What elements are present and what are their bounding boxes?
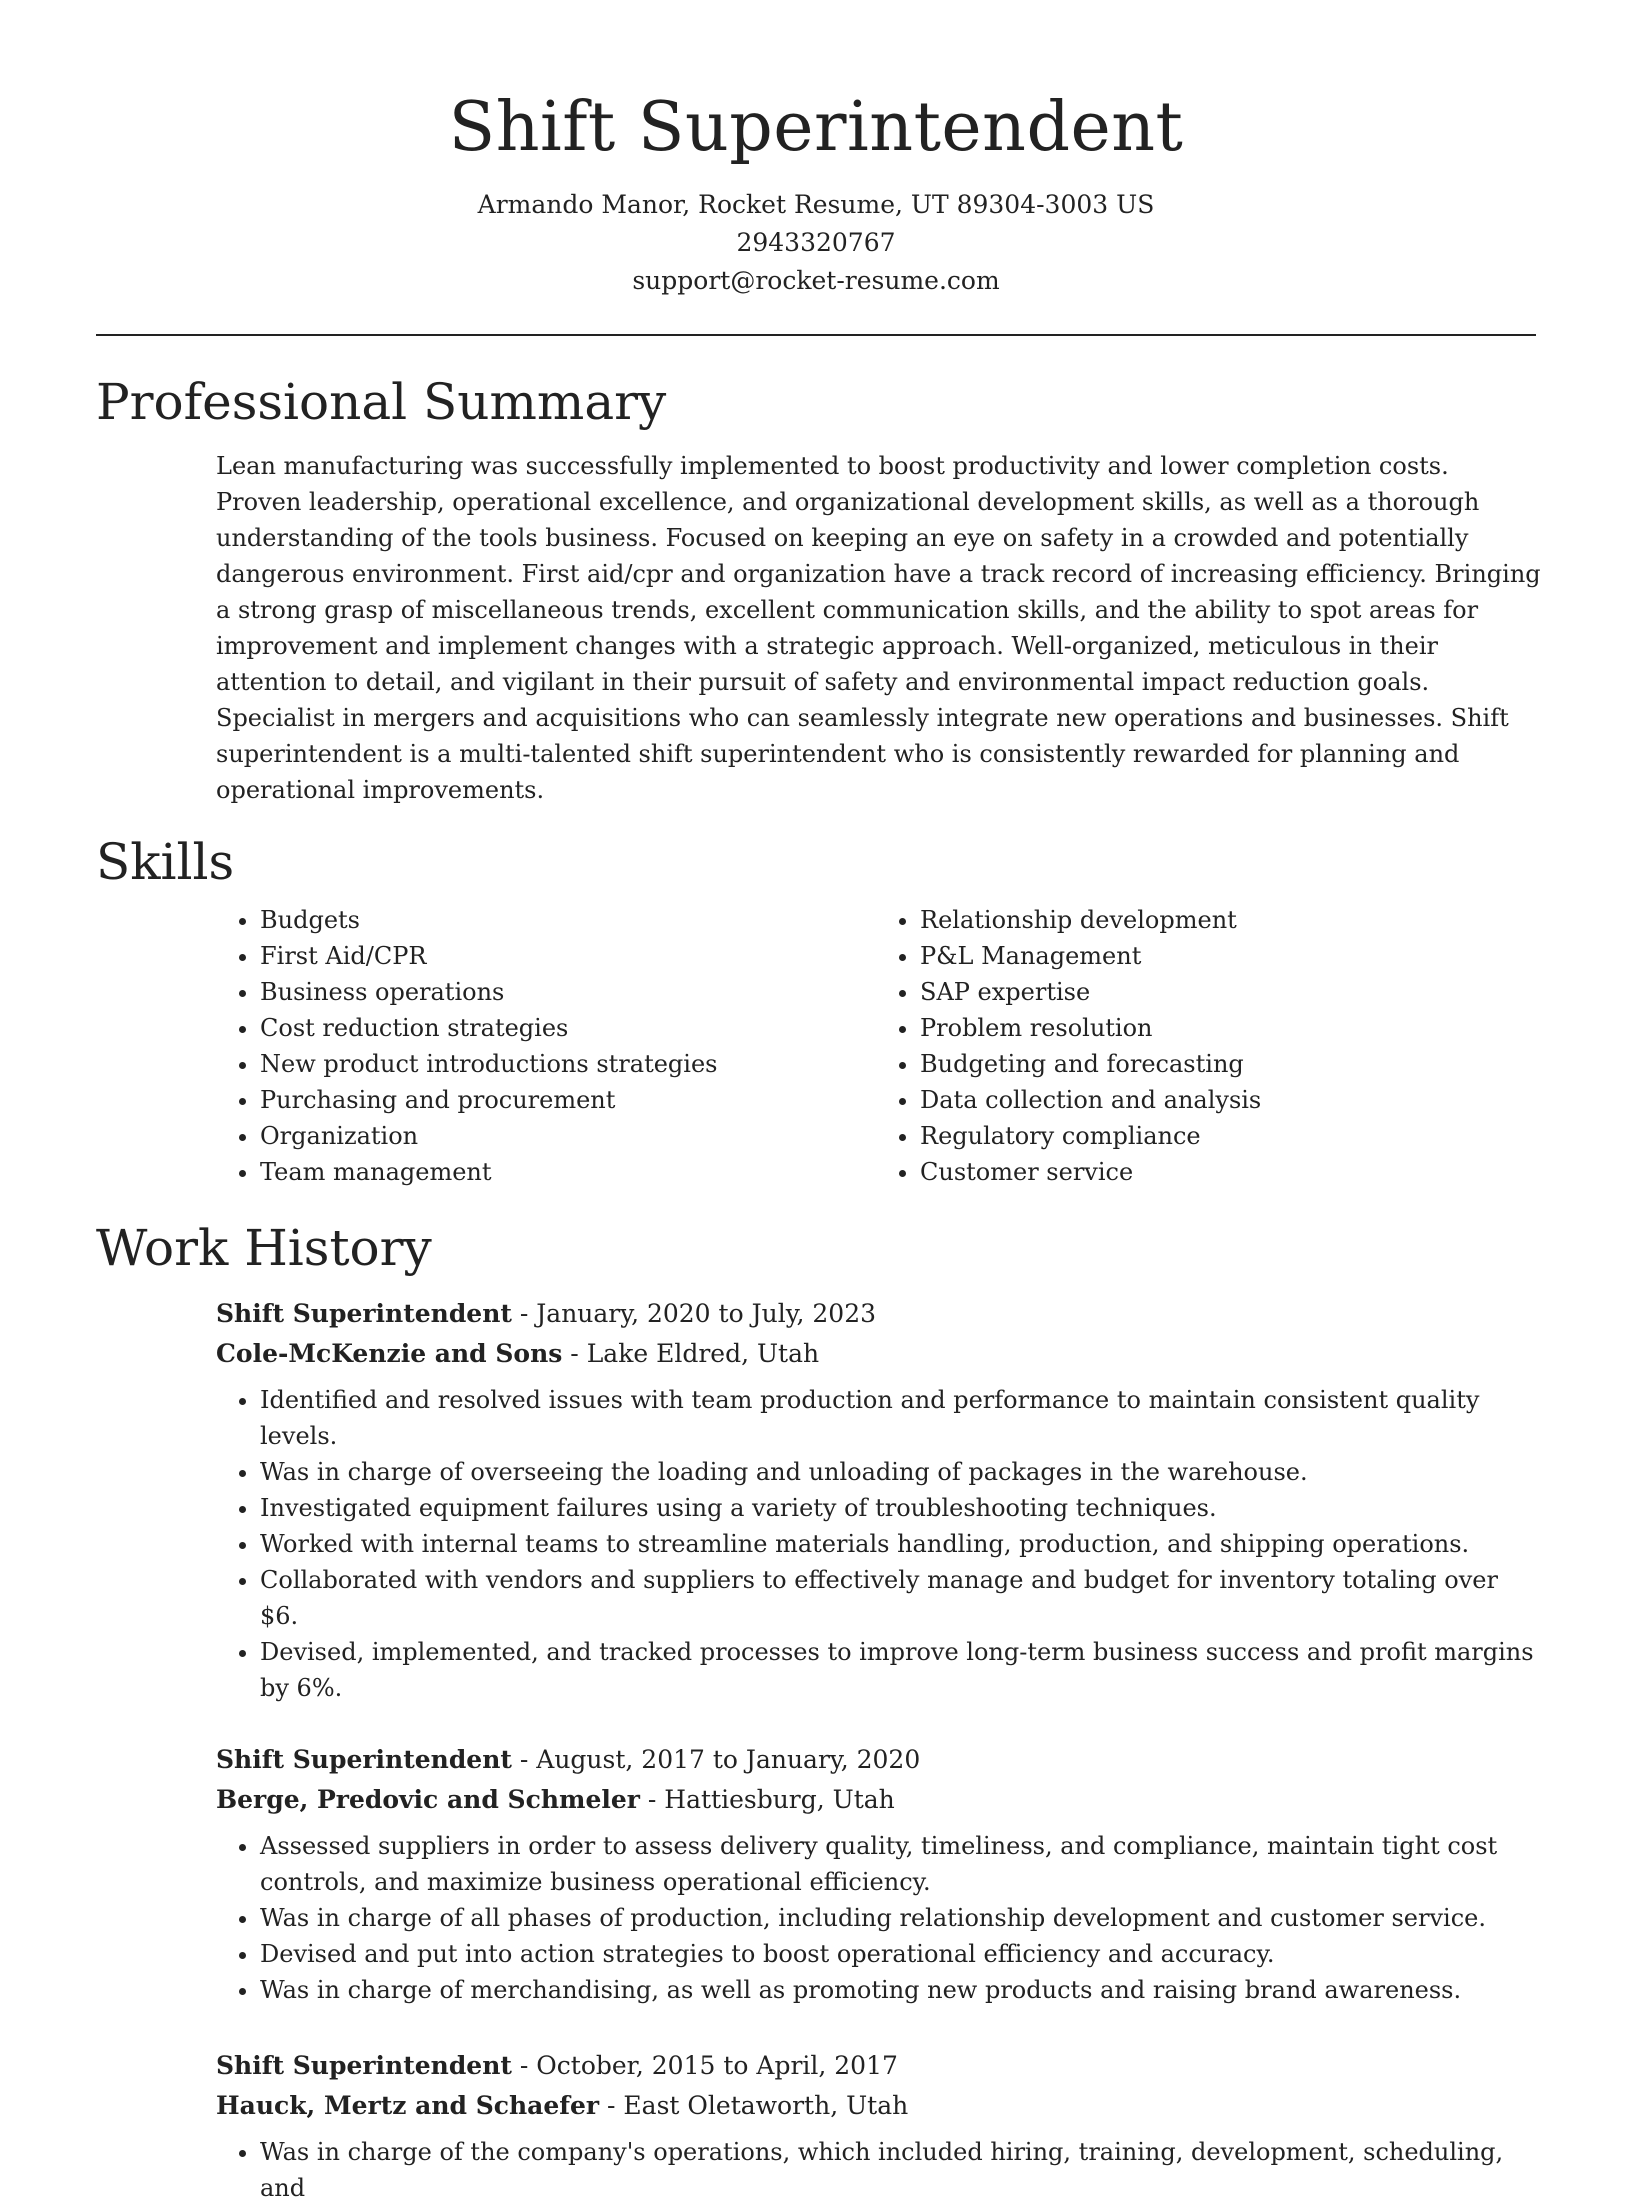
job-title-line — [216, 1740, 1541, 1780]
job-bullet: • Investigated equipment failures using a variety of troubleshooting techniques. — [260, 1490, 1541, 1526]
job-dates: - August, 2017 to January, 2020 — [511, 1745, 921, 1774]
skill-item: • Budgeting and forecasting — [920, 1046, 1536, 1082]
job-bullet: • Worked with internal teams to streamline materials handling, production, and shipping operations. — [260, 1526, 1541, 1562]
skill-item: • Purchasing and procurement — [260, 1082, 876, 1118]
skill-item: • P&L Management — [920, 938, 1536, 974]
job-bullet: • Was in charge of all phases of production, including relationship development and customer service. — [260, 1900, 1541, 1936]
contact-email: support@rocket-resume.com — [632, 266, 1000, 295]
skill-item: • Budgets — [260, 902, 876, 938]
skill-item: • Business operations — [260, 974, 876, 1010]
contact-address: Armando Manor, Rocket Resume, UT 89304-3003 US — [477, 190, 1155, 219]
skills-columns — [216, 902, 1536, 1190]
skills-section — [96, 830, 1536, 1190]
contact-phone: 2943320767 — [736, 228, 896, 257]
skills-list-left — [216, 902, 876, 1190]
summary-text: Lean manufacturing was successfully implemented to boost productivity and lower completion costs. Proven leadership, operational excellence, and organizational development skills, as well as a thorough understanding of the tools business. Focused on keeping an eye on safety in a crowded and potentially dangerous environment. First aid/cpr and organization have a track record of increasing efficiency. Bringing a strong grasp of miscellaneous trends, excellent communication skills, and the ability to spot areas for improvement and implement changes with a strategic approach. Well-organized, meticulous in their attention to detail, and vigilant in their pursuit of safety and environmental impact reduction goals. Specialist in mergers and acquisitions who can seamlessly integrate new operations and businesses. Shift superintendent is a multi-talented shift superintendent who is consistently rewarded for planning and operational improvements. — [216, 452, 1541, 804]
work-history-heading: Work History — [96, 1219, 432, 1277]
skill-item: • Relationship development — [920, 902, 1536, 938]
job-title: Shift Superintendent — [216, 2051, 512, 2080]
job-bullets — [216, 1382, 1541, 1706]
job-entry — [216, 2046, 1541, 2206]
job-entry — [216, 1294, 1541, 1706]
job-bullet: • Was in charge of merchandising, as well as promoting new products and raising brand awareness. — [260, 1972, 1541, 2008]
job-bullet: • Identified and resolved issues with team production and performance to maintain consistent quality levels. — [260, 1382, 1541, 1454]
job-bullet: • Devised, implemented, and tracked processes to improve long-term business success and profit margins by 6%. — [260, 1634, 1541, 1706]
job-title-line — [216, 1294, 1541, 1334]
skills-list-right — [876, 902, 1536, 1190]
job-company-line — [216, 1334, 1541, 1374]
job-bullet: • Collaborated with vendors and suppliers to effectively manage and budget for inventory totaling over $6. — [260, 1562, 1541, 1634]
job-bullets — [216, 2134, 1541, 2206]
job-bullet: • Was in charge of the company's operations, which included hiring, training, development, scheduling, and — [260, 2134, 1541, 2206]
job-company-line — [216, 1780, 1541, 1820]
summary-section — [96, 370, 1541, 808]
job-company: Hauck, Mertz and Schaefer — [216, 2091, 600, 2120]
skill-item: • Customer service — [920, 1154, 1536, 1190]
job-location: - Hattiesburg, Utah — [639, 1785, 895, 1814]
skill-item: • Regulatory compliance — [920, 1118, 1536, 1154]
job-company: Berge, Predovic and Schmeler — [216, 1785, 640, 1814]
work-history-section — [96, 1216, 1536, 2206]
job-dates: - January, 2020 to July, 2023 — [511, 1299, 877, 1328]
contact-block — [96, 186, 1536, 300]
job-bullet: • Was in charge of overseeing the loading and unloading of packages in the warehouse. — [260, 1454, 1541, 1490]
skills-heading: Skills — [96, 833, 235, 891]
job-company: Cole-McKenzie and Sons — [216, 1339, 563, 1368]
job-bullet: • Devised and put into action strategies to boost operational efficiency and accuracy. — [260, 1936, 1541, 1972]
skill-item: • Organization — [260, 1118, 876, 1154]
job-location: - Lake Eldred, Utah — [562, 1339, 820, 1368]
skill-item: • Cost reduction strategies — [260, 1010, 876, 1046]
skill-item: • SAP expertise — [920, 974, 1536, 1010]
job-bullets — [216, 1828, 1541, 2008]
skill-item: • Data collection and analysis — [920, 1082, 1536, 1118]
resume-header — [96, 0, 1536, 300]
job-dates: - October, 2015 to April, 2017 — [511, 2051, 898, 2080]
summary-heading: Professional Summary — [96, 373, 667, 431]
skill-item: • Team management — [260, 1154, 876, 1190]
candidate-name: Shift Superintendent — [448, 88, 1184, 167]
job-location: - East Oletaworth, Utah — [599, 2091, 909, 2120]
skill-item: • New product introductions strategies — [260, 1046, 876, 1082]
skill-item: • Problem resolution — [920, 1010, 1536, 1046]
job-title: Shift Superintendent — [216, 1299, 512, 1328]
resume-page — [96, 0, 1541, 2206]
header-divider — [96, 334, 1536, 336]
job-title: Shift Superintendent — [216, 1745, 512, 1774]
job-entry — [216, 1740, 1541, 2008]
job-company-line — [216, 2086, 1541, 2126]
job-bullet: • Assessed suppliers in order to assess delivery quality, timeliness, and compliance, maintain tight cost controls, and maximize business operational efficiency. — [260, 1828, 1541, 1900]
skill-item: • First Aid/CPR — [260, 938, 876, 974]
job-title-line — [216, 2046, 1541, 2086]
